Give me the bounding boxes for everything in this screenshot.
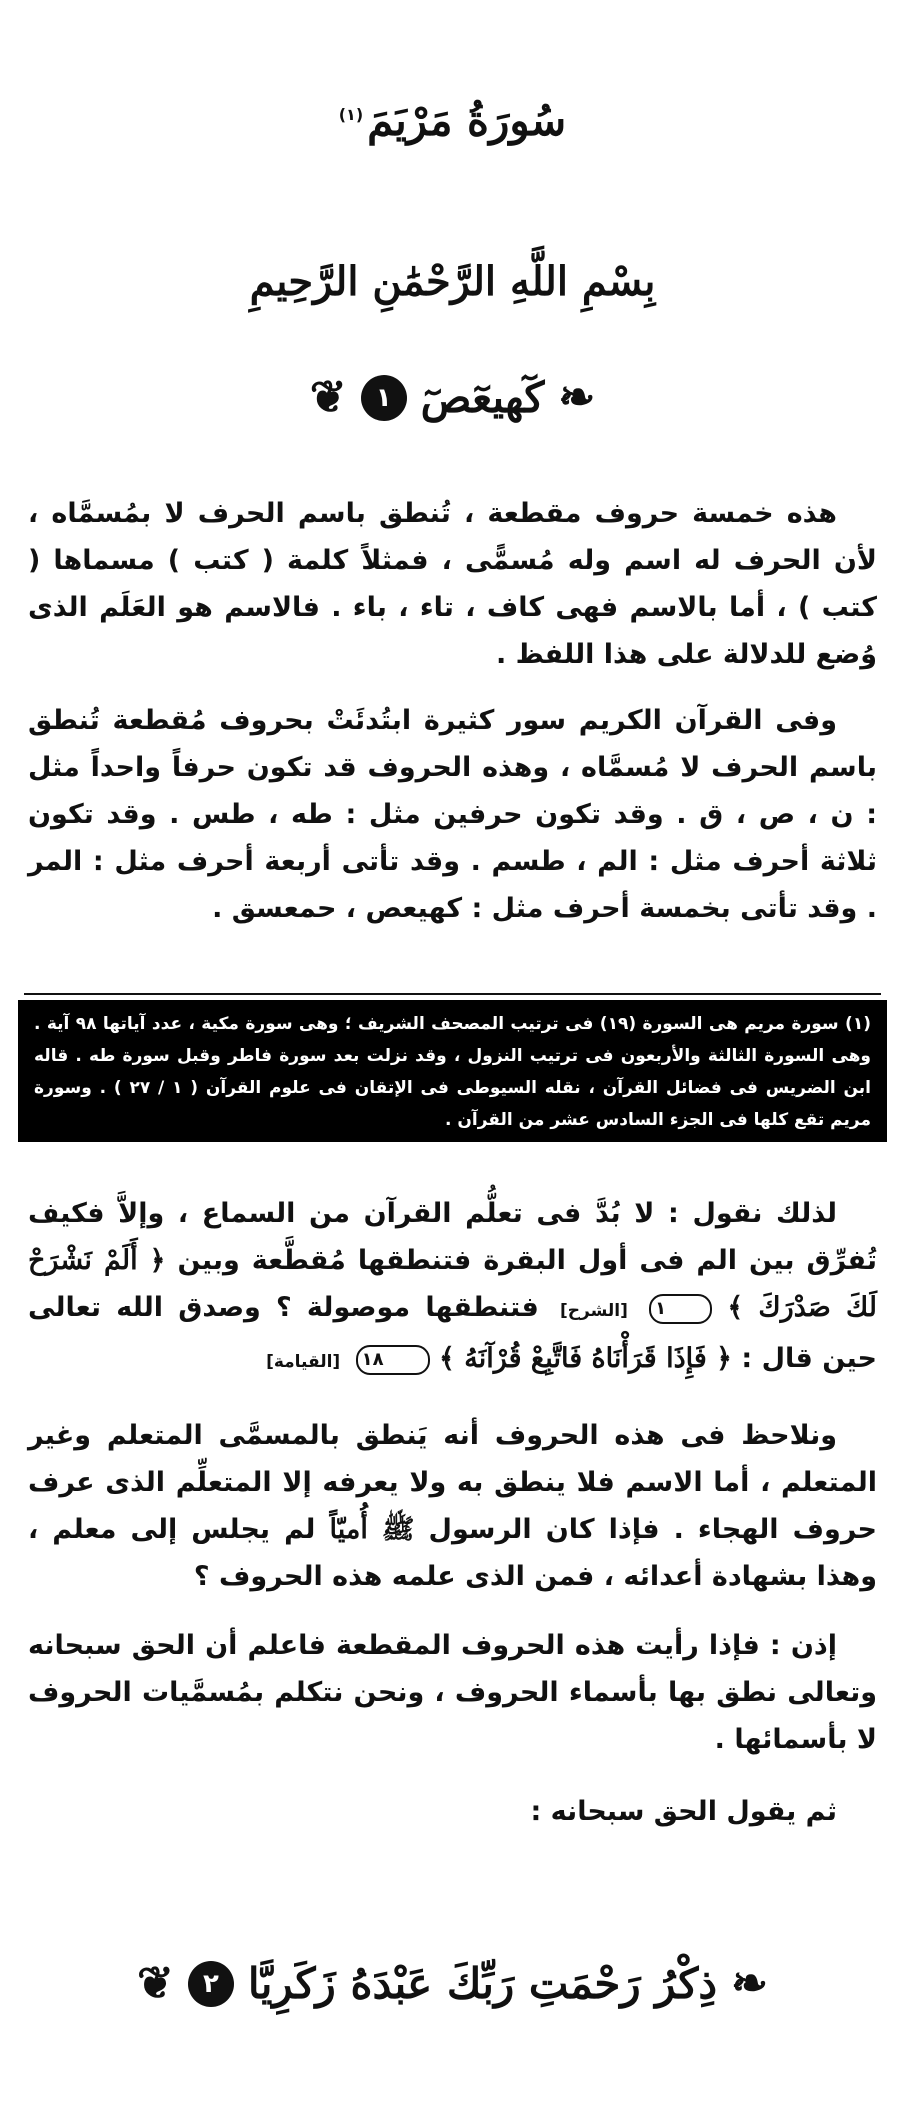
- footnote-box: (١) سورة مريم هى السورة (١٩) فى ترتيب المصحف الشريف ؛ وهى سورة مكية ، عدد آياتها ٩٨ آية . وهى السورة الثالثة والأربعون فى ترتيب النزول ، وقد نزلت بعد سورة فاطر وقبل سورة طه . قاله ابن الضريس فى فضائل القرآن ، نقله السيوطى فى الإتقان فى علوم القرآن ( ١ / ٢٧ ) . وسورة مريم تقع كلها فى الجزء السادس عشر من القرآن .: [18, 1000, 887, 1142]
- paragraph-4: [28, 1412, 877, 1600]
- verse-1: [0, 372, 905, 423]
- verse-2-number: ٢: [188, 1961, 234, 2007]
- ornament-right-icon: ❧: [558, 372, 596, 423]
- p3-surah-ref-1: [الشرح]: [560, 1301, 628, 1321]
- p3-text-b: فتنطقها موصولة ؟ وصدق الله تعالى حين قال :: [28, 1292, 877, 1374]
- paragraph-2: وفى القرآن الكريم سور كثيرة ابتُدئَتْ بحروف مُقطعة تُنطق باسم الحرف لا مُسمَّاه ، وهذه الحروف قد تكون حرفاً واحداً مثل : ن ، ص ، ق . وقد تكون حرفين مثل : طه ، طس . وقد تكون ثلاثة أحرف مثل : الم ، طسم . وقد تأتى أربعة أحرف مثل : المر . وقد تأتى بخمسة أحرف مثل : كهيعص ، حمعسق .: [28, 705, 877, 924]
- p4-text-a: ونلاحظ فى هذه الحروف أنه يَنطق بالمسمَّى المتعلم وغير المتعلم ، أما الاسم فلا ينطق به ولا يعرفه إلا المتعلِّم الذى عرف حروف الهجاء . فإذا كان الرسول ﷺ: [28, 1420, 877, 1545]
- p3-text-a: لذلك نقول : لا بُدَّ فى تعلُّم القرآن من السماع ، وإلاَّ فكيف تُفرِّق بين الم فى أول البقرة فتنطقها مُقطَّعة وبين: [28, 1198, 878, 1276]
- footnote-divider: [24, 993, 881, 995]
- p3-quran-2: ﴿ فَإِذَا قَرَأْنَاهُ فَاتَّبِعْ قُرْآنَهُ ﴾: [439, 1343, 732, 1374]
- surah-footnote-mark: (١): [338, 105, 364, 124]
- paragraph-5: إذن : فإذا رأيت هذه الحروف المقطعة فاعلم أن الحق سبحانه وتعالى نطق بها بأسماء الحروف ، ونحن نتكلم بمُسمَّيات الحروف لا بأسمائها .: [28, 1630, 877, 1755]
- p3-verse-number-1: ١: [649, 1294, 712, 1324]
- p3-verse-number-2: ١٨: [356, 1345, 430, 1375]
- verse-1-number: ١: [361, 375, 407, 421]
- paragraph-3: [28, 1190, 877, 1386]
- verse-1-text: كٓهيعٓصٓ: [420, 373, 545, 422]
- ornament-right-icon-2: ❧: [731, 1958, 768, 2009]
- ornament-left-icon: ❦: [309, 372, 347, 423]
- surah-title: [0, 96, 905, 145]
- verse-2-text: ذِكْرُ رَحْمَتِ رَبِّكَ عَبْدَهُ زَكَرِيَّا: [247, 1959, 718, 2008]
- p3-quran-1: ﴿ أَلَمْ نَشْرَحْ لَكَ صَدْرَكَ ﴾: [28, 1245, 878, 1323]
- surah-title-text: سُورَةُ مَرْيَمَ: [367, 96, 567, 145]
- paragraph-6: ثم يقول الحق سبحانه :: [530, 1796, 837, 1827]
- p3-surah-ref-2: [القيامة]: [266, 1352, 341, 1372]
- p4-text-b: لم يجلس إلى معلم ، وهذا بشهادة أعدائه ، فمن الذى علمه هذه الحروف ؟: [28, 1514, 877, 1592]
- ornament-left-icon-2: ❦: [137, 1958, 174, 2009]
- paragraph-1: هذه خمسة حروف مقطعة ، تُنطق باسم الحرف لا بمُسمَّاه ، لأن الحرف له اسم وله مُسمًّى ، فمثلاً كلمة ( كتب ) مسماها ( كتب ) ، أما بالاسم فهى كاف ، تاء ، باء . فالاسم هو العَلَم الذى وُضع للدلالة على هذا اللفظ .: [28, 498, 877, 670]
- p4-quran-word: أُميّاً: [329, 1514, 368, 1545]
- basmala: بِسْمِ اللَّهِ الرَّحْمَٰنِ الرَّحِيمِ: [249, 258, 656, 305]
- verse-2: [0, 1958, 905, 2009]
